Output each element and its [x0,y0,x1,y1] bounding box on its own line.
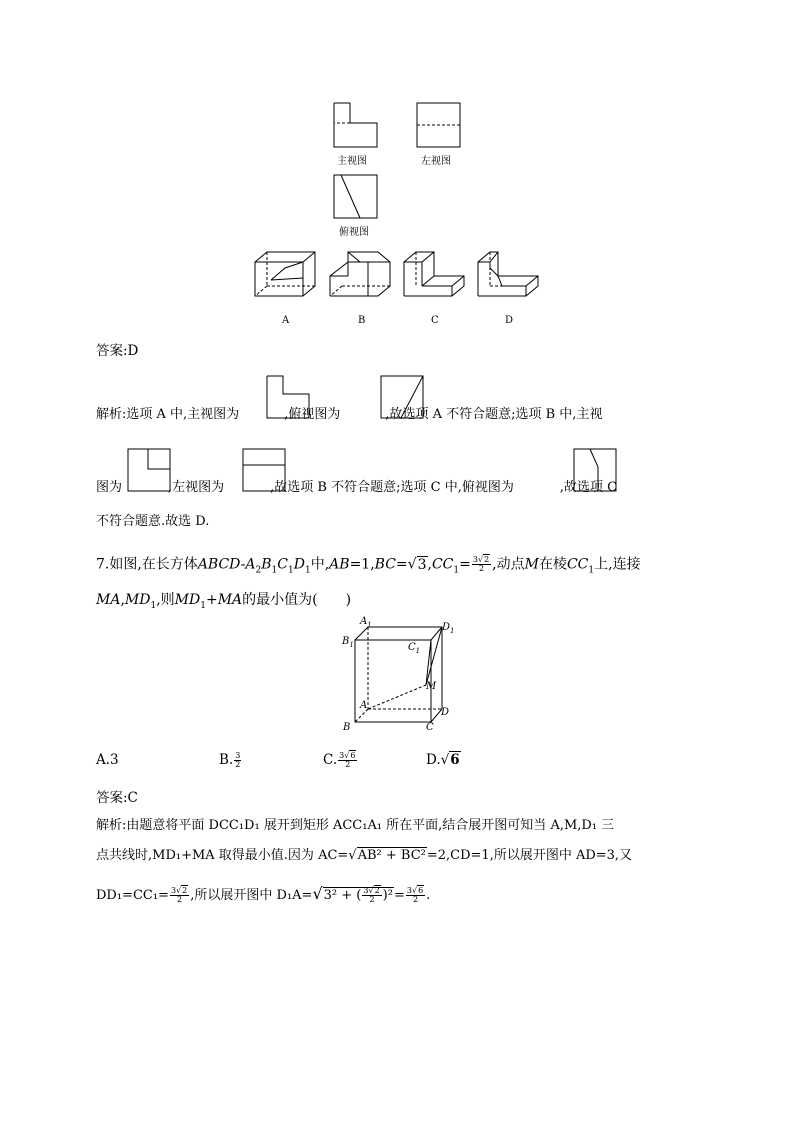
inline-top-view-c [574,449,618,493]
option-b-solid [330,250,394,312]
label-m: M [426,681,437,692]
q7-stem-e: =1, [349,556,375,573]
q7-exp3-a: DD₁=CC₁= [96,888,169,903]
q7-exp2-c: =2,CD=1,所以展开图中 AD=3,又 [426,848,633,863]
q7-stem-d: AB [329,556,350,573]
q7-stem2-g: MA [217,592,243,608]
q6-line1-c: ,故选项 A 不符合题意;选项 B 中,主视 [385,407,603,422]
option-c-label: C [431,315,439,326]
q7-stem-n: 在棱 [538,556,567,573]
q7-explain-line2: 点共线时,MD₁+MA 取得最小值.因为 AC=√AB² + BC²=2,CD=1,所以展开图中 AD=3,又 [96,848,633,863]
q7-answer: 答案:C [96,790,138,806]
inline-side-view-b [243,449,287,493]
q6-line2-a: 图为 [96,480,123,495]
option-a-label: A [282,315,290,326]
option-d-solid [478,250,542,312]
label-c1: $C_1$ [408,642,421,655]
label-b: B [343,722,351,733]
side-view-label: 左视图 [421,156,451,167]
option-a-solid [255,250,319,312]
q7-stem2-e: MD [174,592,201,608]
side-view-figure [417,103,461,149]
q7-exp1: 由题意将平面 DCC₁D₁ 展开到矩形 ACC₁A₁ 所在平面,结合展开图可知当 A,M,D₁ 三 [126,818,615,833]
label-b1: $B_1$ [342,636,354,649]
front-view-figure [334,103,378,149]
label-a1: $A_1$ [360,616,372,629]
q6-explain-line2 [96,480,617,496]
q7-stem2-f: + [205,592,218,608]
q7-exp3-c: 3² + ( [323,888,362,903]
q7-stem2-b: , [120,592,125,608]
label-d: D [441,707,450,718]
q7-option-c[interactable]: C. $\frac{3√6}{2}$ [323,751,356,769]
q7-exp3-d: )² [382,888,393,903]
q7-exp3-b: ,所以展开图中 D₁A= [190,888,313,903]
q6-explain-line3: 不符合题意.故选 D. [96,514,210,529]
option-b-label: B [358,315,366,326]
q6-explain-label: 解析: [96,407,127,422]
q6-line2-c: ,故选项 B 不符合题意;选项 C 中,俯视图为 [270,480,514,495]
label-a: A [360,700,368,711]
top-view-figure [334,175,378,221]
inline-front-view-b [128,449,172,493]
q7-option-b[interactable]: B. $\frac{3}{2}$ [219,751,241,769]
option-d-label: D [505,315,514,326]
option-c-solid [404,250,468,312]
q6-line2-b: ,左视图为 [168,480,225,495]
q7-stem-g: = [395,556,408,573]
front-view-label: 主视图 [337,156,367,167]
q7-stem-line1: 7.如图,在长方体ABCD-$A_2B_1C_1D_1$中$,AB=1,BC=√3,CC_1=$ $\frac{3√2}{2}$ ,动点M在棱$CC_1$上,连接 [96,555,641,576]
q7-option-d[interactable]: D.√6 [426,752,460,768]
q7-stem-a: 7.如图,在长方体 [96,556,198,573]
q7-stem-b: ABCD-A [197,556,256,573]
q7-stem-k: = [459,556,471,573]
q7-stem-line2: $MA,MD_1$,则$MD_1+MA$的最小值为( ) [96,592,352,611]
q7-stem-c: 中, [310,556,330,573]
q7-explain-label: 解析: [96,818,127,833]
inline-front-view-a [267,376,311,420]
q7-stem-l: ,动点 [492,556,525,573]
q7-stem-m: M [524,556,539,573]
label-c: C [426,722,434,733]
q7-exp3-e: = [393,888,405,903]
q7-exp2-a: 点共线时,MD₁+MA 取得最小值.因为 AC= [96,848,349,863]
label-d1: $D_1$ [442,622,455,635]
q6-line2-d: ,故选项 C [559,480,618,495]
inline-top-view-a [381,376,425,420]
q7-stem-j: CC [431,556,454,573]
q7-stem-frac: $\frac{3√2}{2}$ [472,555,490,573]
q6-explain-line1 [96,407,602,423]
q7-explain-line3: DD₁=CC₁= $\frac{3√2}{2}$ ,所以展开图中 D₁A=√3² + ( $\frac{3√2}{2}$ )²= $\frac{3√6}{2}$ . [96,884,431,904]
q7-stem-i: , [427,556,432,573]
sub-1a: 2 [255,565,262,576]
q7-explain-line1 [96,818,614,834]
q7-stem2-a: MA [96,592,121,608]
cuboid-figure [350,625,445,735]
q7-stem2-d: ,则 [156,592,175,608]
q7-stem-f: BC [374,556,396,573]
q7-stem2-c: MD [124,592,151,608]
q7-option-a[interactable]: A.3 [96,752,119,768]
q7-stem-sqrt3: 3 [417,556,427,573]
q7-exp3-f: . [426,888,431,903]
q6-answer: 答案:D [96,343,139,359]
q7-exp2-b: AB² + BC² [357,848,426,863]
q7-stem2-h: 的最小值为( ) [242,592,352,608]
q7-stem-o: 上,连接 [594,556,641,573]
q6-line1-a: 选项 A 中,主视图为 [126,407,240,422]
top-view-label: 俯视图 [339,227,369,238]
q6-line1-b: ,俯视图为 [284,407,341,422]
